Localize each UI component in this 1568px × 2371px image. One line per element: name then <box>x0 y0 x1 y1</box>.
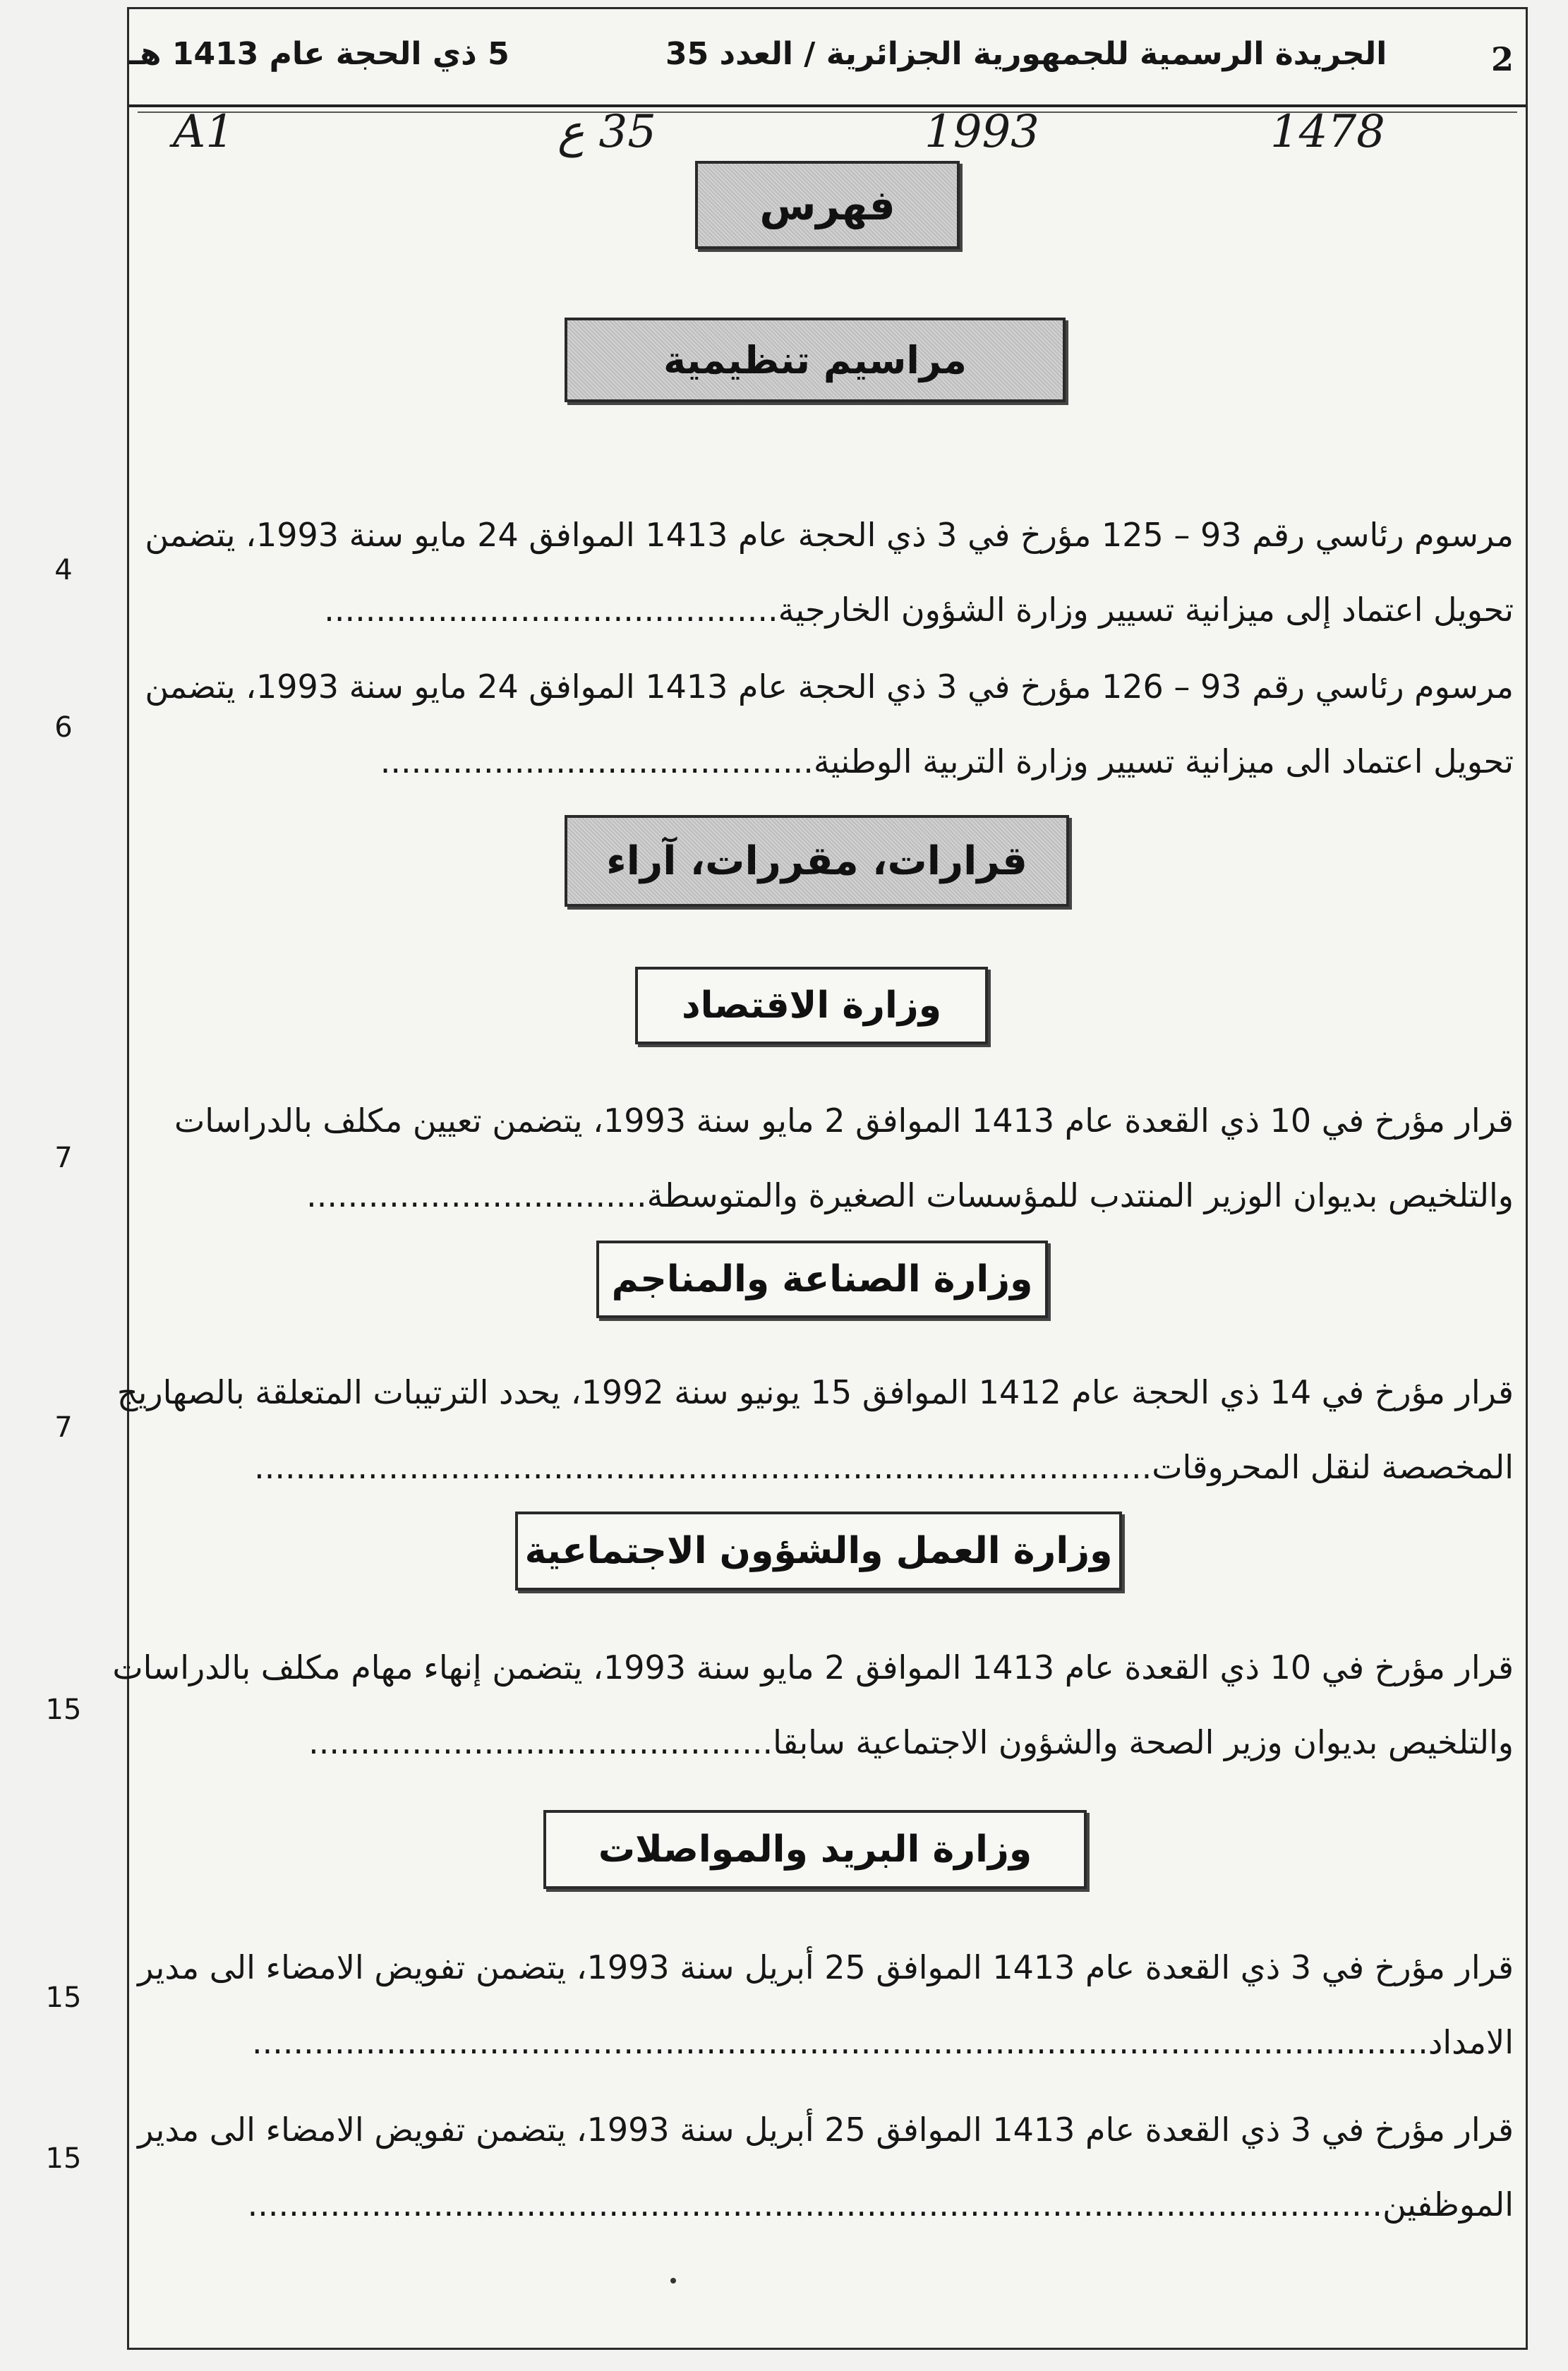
decisions-title: قرارات، مقررات، آراء <box>565 815 1069 907</box>
handwritten-note-code: A1 <box>173 106 234 158</box>
entry-line-1: قرار مؤرخ في 3 ذي القعدة عام 1413 الموافق 25 أبريل سنة 1993، يتضمن تفويض الامضاء الى مدير <box>138 1948 1514 1986</box>
handwritten-note-year: 1993 <box>924 106 1039 158</box>
toc-entry <box>112 1630 1514 1780</box>
entry-page-number: 15 <box>45 1981 82 2014</box>
entry-line-2: المخصصة لنقل المحروقات....................................................................................... <box>254 1448 1514 1486</box>
index-title: فهرس <box>695 161 960 249</box>
entry-line-2: الموظفين.............................................................................................................. <box>247 2185 1514 2224</box>
header-date: 5 ذي الحجة عام 1413 هـ <box>129 36 509 72</box>
entry-line-1: قرار مؤرخ في 14 ذي الحجة عام 1412 الموافق 15 يونيو سنة 1992، يحدد الترتيبات المتعلقة بالصهاريج <box>116 1373 1514 1411</box>
section-post: وزارة البريد والمواصلات <box>543 1810 1087 1889</box>
entry-line-2: تحويل اعتماد إلى ميزانية تسيير وزارة الشؤون الخارجية............................................ <box>324 591 1514 629</box>
entry-line-1: قرار مؤرخ في 3 ذي القعدة عام 1413 الموافق 25 أبريل سنة 1993، يتضمن تفويض الامضاء الى مدير <box>138 2111 1514 2149</box>
entry-line-2: والتلخيص بديوان الوزير المنتدب للمؤسسات الصغيرة والمتوسطة................................. <box>306 1176 1514 1214</box>
section-labour: وزارة العمل والشؤون الاجتماعية <box>515 1512 1122 1591</box>
entry-page-number: 7 <box>54 1411 73 1444</box>
entry-line-2: تحويل اعتماد الى ميزانية تسيير وزارة التربية الوطنية.......................................... <box>380 742 1514 780</box>
entry-page-number: 15 <box>45 2142 82 2175</box>
entry-line-1: قرار مؤرخ في 10 ذي القعدة عام 1413 الموافق 2 مايو سنة 1993، يتضمن إنهاء مهام مكلف بالدراسات <box>112 1648 1514 1687</box>
toc-entry <box>127 1930 1514 2080</box>
entry-line-1: مرسوم رئاسي رقم 93 – 125 مؤرخ في 3 ذي الحجة عام 1413 الموافق 24 مايو سنة 1993، يتضمن <box>145 516 1514 554</box>
entry-line-2: والتلخيص بديوان وزير الصحة والشؤون الاجتماعية سابقا............................................. <box>308 1723 1514 1761</box>
entry-page-number: 6 <box>54 711 73 744</box>
toc-entry <box>127 497 1514 647</box>
entry-page-number: 7 <box>54 1142 73 1174</box>
handwritten-note-issue: 35 ع <box>557 106 656 158</box>
entry-page-number: 4 <box>54 554 73 586</box>
toc-entry <box>127 2092 1514 2242</box>
toc-entry <box>127 649 1514 799</box>
toc-entry <box>127 1083 1514 1233</box>
bottom-mark <box>670 2278 676 2283</box>
header-page-number: 2 <box>1491 40 1514 78</box>
page-header <box>129 9 1526 107</box>
header-title: الجريدة الرسمية للجمهورية الجزائرية / العدد 35 <box>665 36 1387 72</box>
entry-page-number: 15 <box>45 1694 82 1726</box>
decrees-title: مراسيم تنظيمية <box>565 318 1066 402</box>
handwritten-note-number: 1478 <box>1270 106 1385 158</box>
section-economy: وزارة الاقتصاد <box>635 967 988 1044</box>
entry-line-2: الامداد.................................................................................................................. <box>252 2023 1514 2061</box>
entry-line-1: قرار مؤرخ في 10 ذي القعدة عام 1413 الموافق 2 مايو سنة 1993، يتضمن تعيين مكلف بالدراسات <box>174 1102 1514 1140</box>
section-industry: وزارة الصناعة والمناجم <box>596 1241 1048 1318</box>
entry-line-1: مرسوم رئاسي رقم 93 – 126 مؤرخ في 3 ذي الحجة عام 1413 الموافق 24 مايو سنة 1993، يتضمن <box>145 668 1514 706</box>
toc-entry <box>116 1355 1514 1504</box>
